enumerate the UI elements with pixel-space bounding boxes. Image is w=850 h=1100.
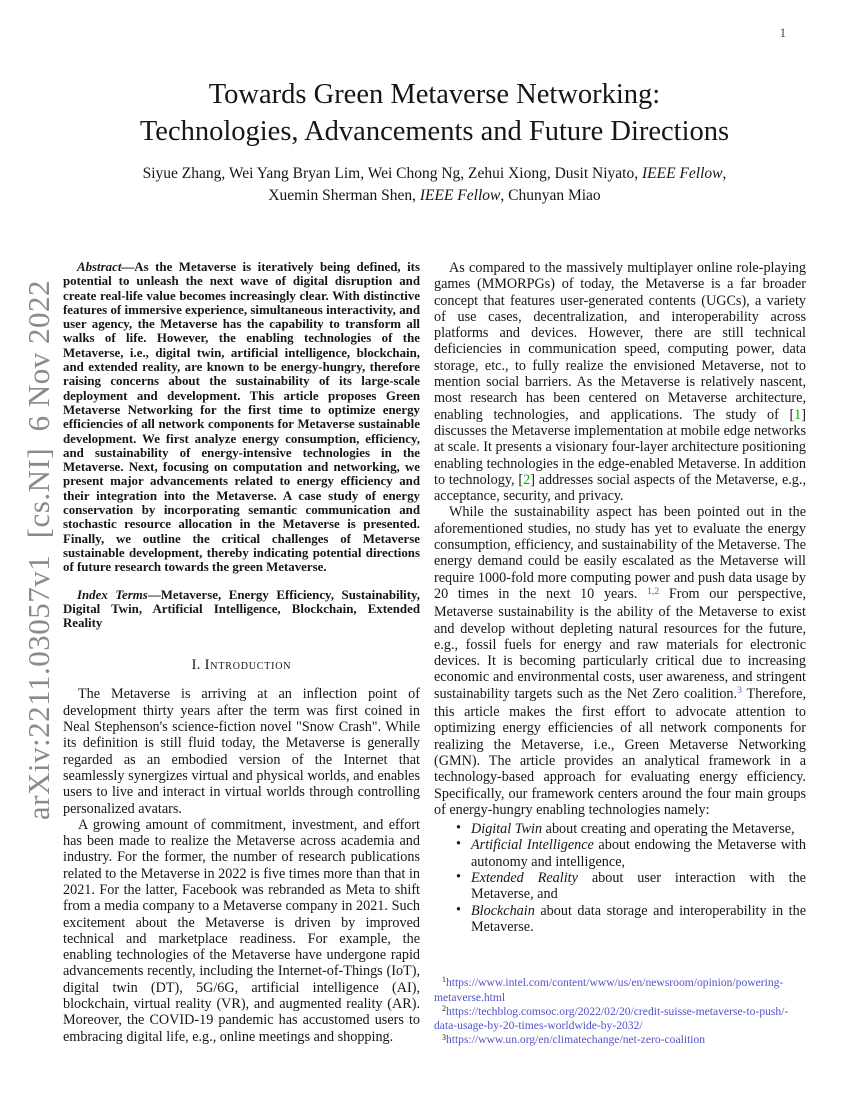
paper-title-line-1: Towards Green Metaverse Networking: (208, 79, 661, 110)
footnote-2 (434, 1005, 806, 1034)
text-segment: —Metaverse, Energy Efficiency, Sustainability, Digital Twin, Artificial Intelligence, Blockchain, Extended Reality (63, 587, 420, 631)
text-segment: While the sustainability aspect has been pointed out in the aforementioned studies, no study has yet to evaluate the energy consumption, efficiency, and sustainability of the Metaverse. The energy demand could be easily escalated as the Metaverse will require 1000-fold more computing power and push data usage by 20 times in the next 10 years. (434, 504, 806, 602)
intro-paragraph-1: The Metaverse is arriving at an inflection point of development thirty years after the term was first coined in Neal Stephenson's science-fiction novel "Snow Crash". While its definition is still fluid today, the Metaverse is generally regarded as an embodied version of the Internet that seamlessly synergizes virtual and physical worlds, and enables users to live and interact in virtual worlds through controlling personalized avatars. (63, 686, 420, 817)
text-segment: Index Terms (77, 587, 148, 602)
intro-paragraph-3 (434, 260, 806, 504)
bullet-item-blockchain (471, 903, 806, 936)
page-number: 1 (779, 26, 786, 40)
bullet-item-artificial-intelligence (471, 837, 806, 870)
text-segment: Therefore, this article makes the first effort to advocate attention to optimizing energy efficiencies of all network components for realizing the Metaverse, i.e., Green Metaverse Networking (GMN). The article provides an analytical framework in a technology-based approach for evaluating energy efficiency. Specifically, our framework centers around the four main groups of energy-hungry enabling technologies namely: (434, 685, 806, 818)
text-segment: ] discusses the Metaverse implementation at mobile edge networks at scale. It presents a visionary four-layer architecture positioning enabling technologies in the edge-enabled Metaverse. In addition to technology, [ (434, 406, 806, 488)
footnote-marker-link[interactable]: 1,2 (647, 585, 660, 597)
text-segment: Extended Reality (471, 869, 578, 886)
section-number: I. (191, 657, 201, 674)
arxiv-watermark: arXiv:2211.03057v1 [cs.NI] 6 Nov 2022 (21, 279, 56, 821)
text-segment: Artificial Intelligence (471, 837, 594, 854)
footnote-marker-link[interactable]: 3 (737, 685, 742, 697)
text-segment: Abstract (77, 260, 122, 274)
text-segment: From our perspective, Metaverse sustainability is the ability of the Metaverse to exist and develop without depleting natural resources for the future, e.g., fossil fuels for energy and raw materials for electronic devices. It is becoming particularly critical due to increasing economic and environmental costs, user awareness, and stringent sustainability targets such as the Net Zero coalition. (434, 585, 806, 702)
text-segment: ] addresses social aspects of the Metaverse, e.g., acceptance, security, and privacy. (434, 471, 806, 505)
citation-number-link[interactable]: 1 (794, 406, 802, 423)
right-column (434, 260, 806, 1048)
text-segment: , (722, 165, 727, 182)
text-segment: Xuemin Sherman Shen, (268, 187, 420, 204)
text-segment: As compared to the massively multiplayer online role-playing games (MMORPGs) of today, the Metaverse is a far broader concept that features user-generated contents (UGCs), a variety of use cases, decentralization, and interoperability across platforms and devices. However, there are still technical deficiencies in communication speed, computing power, data storage, etc., to fully realize the envisioned Metaverse, not to mention social barriers. As the Metaverse is relatively nascent, most research has been centered on Metaverse architecture, enabling technologies, and applications. The study of [ (434, 260, 806, 423)
section-title: Introduction (204, 657, 292, 674)
author-list (63, 163, 806, 207)
footnote-3 (434, 1033, 806, 1048)
footnote-url-link[interactable]: https://techblog.comsoc.org/2022/02/20/credit-suisse-metaverse-to-push/-data-usage-by-20-times-worldwide-by-2032/ (434, 1004, 789, 1033)
footnote-url-link[interactable]: https://www.un.org/en/climatechange/net-zero-coalition (445, 1033, 706, 1047)
text-segment: —As the Metaverse is iteratively being defined, its potential to unleash the next wave of digital disruption and create real-life value becomes increasingly clear. With distinctive features of immersive experience, simultaneous interactivity, and user agency, the Metaverse has the capability to transform all walks of life. However, the enabling technologies of the Metaverse, i.e., digital twin, artificial intelligence, blockchain, and extended reality, are known to be energy-hungry, therefore raising concerns about the sustainability of its large-scale deployment and development. This article proposes Green Metaverse Networking for the first time to optimize energy efficiencies of all network components for Metaverse sustainable development. We first analyze energy consumption, efficiency, and sustainability of energy-intensive technologies in the Metaverse. Next, focusing on computation and networking, we present major advancements related to energy efficiency and their integration into the Metaverse. A case study of energy conservation by incorporating semantic communication and stochastic resource allocation in the Metaverse is presented. Finally, we outline the critical challenges of Metaverse sustainable development, thereby indicating potential directions of future research towards the green Metaverse. (63, 260, 420, 575)
text-segment: about data storage and interoperability in the Metaverse. (471, 902, 806, 935)
author-line-2 (63, 185, 806, 207)
text-segment: Siyue Zhang, Wei Yang Bryan Lim, Wei Chong Ng, Zehui Xiong, Dusit Niyato, (142, 165, 642, 182)
text-segment: , Chunyan Miao (500, 187, 601, 204)
footnotes-block (434, 976, 806, 1048)
paper-title (63, 76, 806, 150)
abstract-paragraph (63, 260, 420, 575)
bullet-item-extended-reality (471, 870, 806, 903)
intro-paragraph-4 (434, 504, 806, 818)
bullet-item-digital-twin (471, 821, 806, 837)
text-segment: 2 (442, 1004, 446, 1014)
citation-number-link[interactable]: 2 (523, 471, 531, 488)
footnote-url-link[interactable]: https://www.intel.com/content/www/us/en/newsroom/opinion/powering-metaverse.html (434, 976, 784, 1004)
intro-section-heading (63, 657, 420, 674)
author-line-1 (63, 163, 806, 185)
text-segment: IEEE Fellow (642, 165, 723, 182)
paper-header (63, 0, 806, 207)
text-segment: 1 (442, 975, 446, 985)
footnote-1 (434, 976, 806, 1005)
paper-title-line-2: Technologies, Advancements and Future Directions (139, 116, 730, 147)
technology-bullet-list (434, 821, 806, 935)
text-segment: about creating and operating the Metaverse, (542, 821, 795, 838)
intro-paragraph-2: A growing amount of commitment, investment, and effort has been made to realize the Metaverse across academia and industry. For the former, the number of research publications related to the Metaverse in 2022 is five times more than that in 2021. For the latter, Facebook was rebranded as Meta to shift from a media company to a Metaverse company in 2021. Such excitement about the Metaverse is driven by improved technical and marketplace readiness. For example, the enabling technologies of the Metaverse have undergone rapid advancements recently, including the Internet-of-Things (IoT), digital twin (DT), 5G/6G, artificial intelligence (AI), blockchain, virtual reality (VR), and augmented reality (AR). Moreover, the COVID-19 pandemic has accustomed users to embracing digital life, e.g., online meetings and shopping. (63, 816, 420, 1045)
text-segment: about user interaction with the Metaverse, and (471, 869, 806, 903)
text-segment: about endowing the Metaverse with autonomy and intelligence, (471, 837, 806, 870)
two-column-body (63, 260, 806, 1048)
text-segment: IEEE Fellow (419, 187, 501, 204)
left-column (63, 260, 420, 1048)
text-segment: Blockchain (471, 902, 535, 919)
text-segment: Digital Twin (471, 821, 543, 838)
index-terms (63, 588, 420, 631)
text-segment: 3 (442, 1032, 446, 1042)
